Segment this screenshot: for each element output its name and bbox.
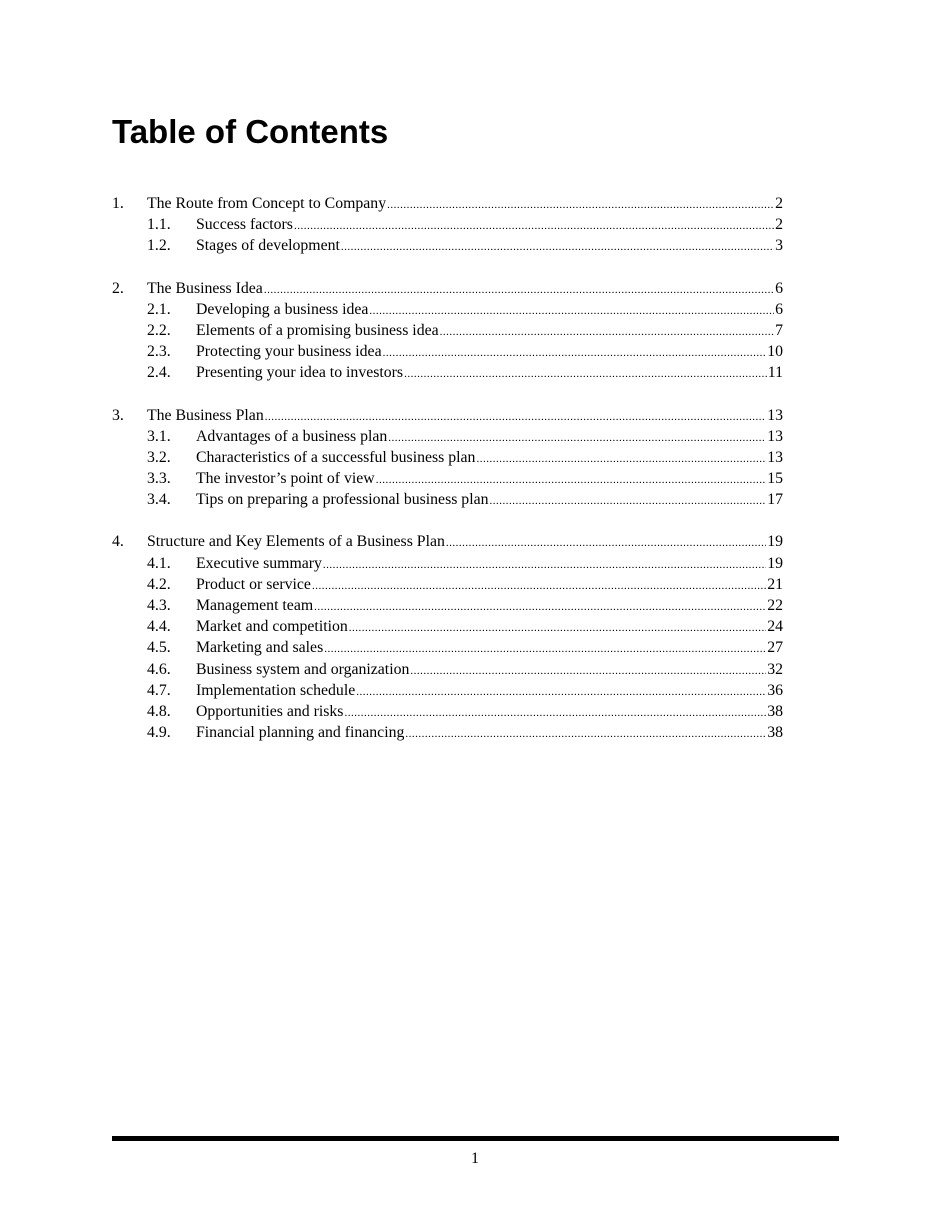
dot-leader	[356, 682, 766, 703]
toc-subsection-entry[interactable]	[112, 214, 783, 235]
toc-entry-page-number: 6	[775, 300, 783, 318]
toc-subsection-entry[interactable]	[112, 341, 783, 362]
toc-entry-number: 4.3.	[147, 597, 171, 614]
toc-entry-number: 1.1.	[147, 216, 171, 234]
toc-entry-label: Advantages of a business plan	[196, 427, 388, 445]
toc-entry-number: 4.9.	[147, 724, 171, 742]
toc-subsection-entry[interactable]	[112, 299, 783, 320]
dot-leader	[264, 280, 774, 301]
toc-section-entry[interactable]	[112, 405, 783, 426]
toc-entry-page-number: 17	[767, 491, 783, 509]
toc-entry-number: 4.	[112, 533, 124, 551]
toc-section-entry[interactable]	[112, 193, 783, 214]
toc-entry-label: Executive summary	[196, 554, 322, 572]
toc-entry-page-number: 19	[767, 554, 783, 572]
toc-subsection-entry[interactable]	[112, 468, 783, 489]
toc-entry-label: The Route from Concept to Company	[147, 195, 387, 212]
dot-leader	[265, 407, 766, 428]
toc-entry-page-number: 2	[775, 195, 783, 212]
dot-leader	[404, 364, 767, 385]
toc-section-entry[interactable]	[112, 531, 783, 552]
dot-leader	[410, 661, 766, 682]
toc-entry-label: Presenting your idea to investors	[196, 364, 404, 382]
toc-subsection-entry[interactable]	[112, 362, 783, 383]
toc-entry-number: 4.2.	[147, 575, 171, 593]
toc-section	[112, 278, 783, 384]
toc-entry-page-number: 7	[775, 321, 783, 339]
toc-entry-label: The Business Plan	[147, 406, 264, 424]
toc-entry-label: Financial planning and financing	[196, 724, 405, 742]
toc-entry-page-number: 24	[767, 618, 783, 636]
toc-entry-number: 2.2.	[147, 321, 171, 339]
toc-entry-label: The investor’s point of view	[196, 470, 375, 488]
toc-subsection-entry[interactable]	[112, 426, 783, 447]
toc-entry-page-number: 13	[767, 427, 783, 445]
toc-entry-number: 1.2.	[147, 237, 171, 255]
dot-leader	[323, 555, 766, 576]
dot-leader	[294, 216, 774, 237]
toc-subsection-entry[interactable]	[112, 595, 783, 616]
dot-leader	[446, 533, 766, 554]
toc-entry-label: Characteristics of a successful business plan	[196, 448, 476, 466]
dot-leader	[341, 237, 774, 258]
toc-entry-label: Market and competition	[196, 618, 348, 636]
toc-section	[112, 405, 783, 511]
dot-leader	[324, 639, 766, 660]
toc-entry-number: 3.3.	[147, 470, 171, 488]
toc-entry-number: 4.8.	[147, 702, 171, 720]
toc-entry-number: 2.	[112, 279, 124, 297]
toc-subsection-entry[interactable]	[112, 701, 783, 722]
toc-entry-number: 3.4.	[147, 491, 171, 509]
toc-entry-label: Protecting your business idea	[196, 343, 382, 361]
toc-section	[112, 531, 783, 743]
dot-leader	[388, 428, 766, 449]
toc-entry-number: 2.4.	[147, 364, 171, 382]
toc-entry-label: Elements of a promising business idea	[196, 321, 439, 339]
toc-entry-number: 4.6.	[147, 660, 171, 678]
dot-leader	[344, 703, 766, 724]
toc-entry-number: 3.	[112, 406, 124, 424]
dot-leader	[405, 724, 766, 745]
toc-entry-page-number: 15	[767, 470, 783, 488]
dot-leader	[312, 576, 766, 597]
toc-entry-number: 4.7.	[147, 681, 171, 699]
toc-entry-label: Product or service	[196, 575, 311, 593]
toc-entry-page-number: 32	[767, 660, 783, 678]
toc-section-entry[interactable]	[112, 278, 783, 299]
toc-entry-number: 3.2.	[147, 448, 171, 466]
toc-entry-page-number: 6	[775, 279, 783, 297]
dot-leader	[387, 195, 774, 216]
toc-subsection-entry[interactable]	[112, 722, 783, 743]
page-number: 1	[471, 1150, 479, 1167]
toc-entry-label: Management team	[196, 597, 314, 614]
toc-subsection-entry[interactable]	[112, 320, 783, 341]
toc-entry-page-number: 19	[767, 533, 783, 551]
toc-entry-page-number: 13	[767, 448, 783, 466]
toc-entry-page-number: 27	[767, 639, 783, 657]
footer-rule	[112, 1136, 839, 1141]
toc-entry-label: Business system and organization	[196, 660, 410, 678]
toc-entry-label: Developing a business idea	[196, 300, 369, 318]
toc-entry-number: 2.1.	[147, 300, 171, 318]
dot-leader	[314, 597, 766, 618]
toc-entry-label: Structure and Key Elements of a Business Plan	[147, 533, 445, 551]
toc-subsection-entry[interactable]	[112, 574, 783, 595]
dot-leader	[376, 470, 766, 491]
toc-entry-number: 4.1.	[147, 554, 171, 572]
toc-subsection-entry[interactable]	[112, 616, 783, 637]
toc-entry-label: The Business Idea	[147, 279, 263, 297]
dot-leader	[383, 343, 767, 364]
toc-subsection-entry[interactable]	[112, 235, 783, 256]
toc-subsection-entry[interactable]	[112, 659, 783, 680]
toc-entry-page-number: 38	[767, 724, 783, 742]
toc-entry-page-number: 11	[767, 364, 783, 382]
toc-section	[112, 193, 783, 257]
toc-entry-number: 4.4.	[147, 618, 171, 636]
dot-leader	[349, 618, 766, 639]
toc-subsection-entry[interactable]	[112, 553, 783, 574]
toc-subsection-entry[interactable]	[112, 489, 783, 510]
toc-entry-page-number: 38	[767, 702, 783, 720]
toc-entry-number: 4.5.	[147, 639, 171, 657]
dot-leader	[440, 322, 774, 343]
toc-entry-label: Implementation schedule	[196, 681, 356, 699]
page-title: Table of Contents	[112, 113, 389, 150]
toc-entry-page-number: 22	[767, 597, 783, 614]
toc-entry-page-number: 3	[775, 237, 783, 255]
toc-entry-page-number: 36	[767, 681, 783, 699]
toc-entry-number: 2.3.	[147, 343, 171, 361]
toc-entry-number: 1.	[112, 195, 124, 212]
dot-leader	[369, 301, 774, 322]
dot-leader	[490, 491, 767, 512]
toc-entry-label: Marketing and sales	[196, 639, 324, 657]
toc-subsection-entry[interactable]	[112, 680, 783, 701]
toc-subsection-entry[interactable]	[112, 637, 783, 658]
toc-entry-page-number: 2	[775, 216, 783, 234]
toc-entry-page-number: 10	[767, 343, 783, 361]
toc-entry-page-number: 21	[767, 575, 783, 593]
toc-entry-label: Success factors	[196, 216, 293, 234]
table-of-contents	[112, 193, 783, 764]
toc-entry-number: 3.1.	[147, 427, 171, 445]
toc-entry-label: Stages of development	[196, 237, 340, 255]
toc-entry-page-number: 13	[767, 406, 783, 424]
toc-subsection-entry[interactable]	[112, 447, 783, 468]
dot-leader	[476, 449, 766, 470]
toc-entry-label: Opportunities and risks	[196, 702, 344, 720]
toc-entry-label: Tips on preparing a professional business plan	[196, 491, 489, 509]
